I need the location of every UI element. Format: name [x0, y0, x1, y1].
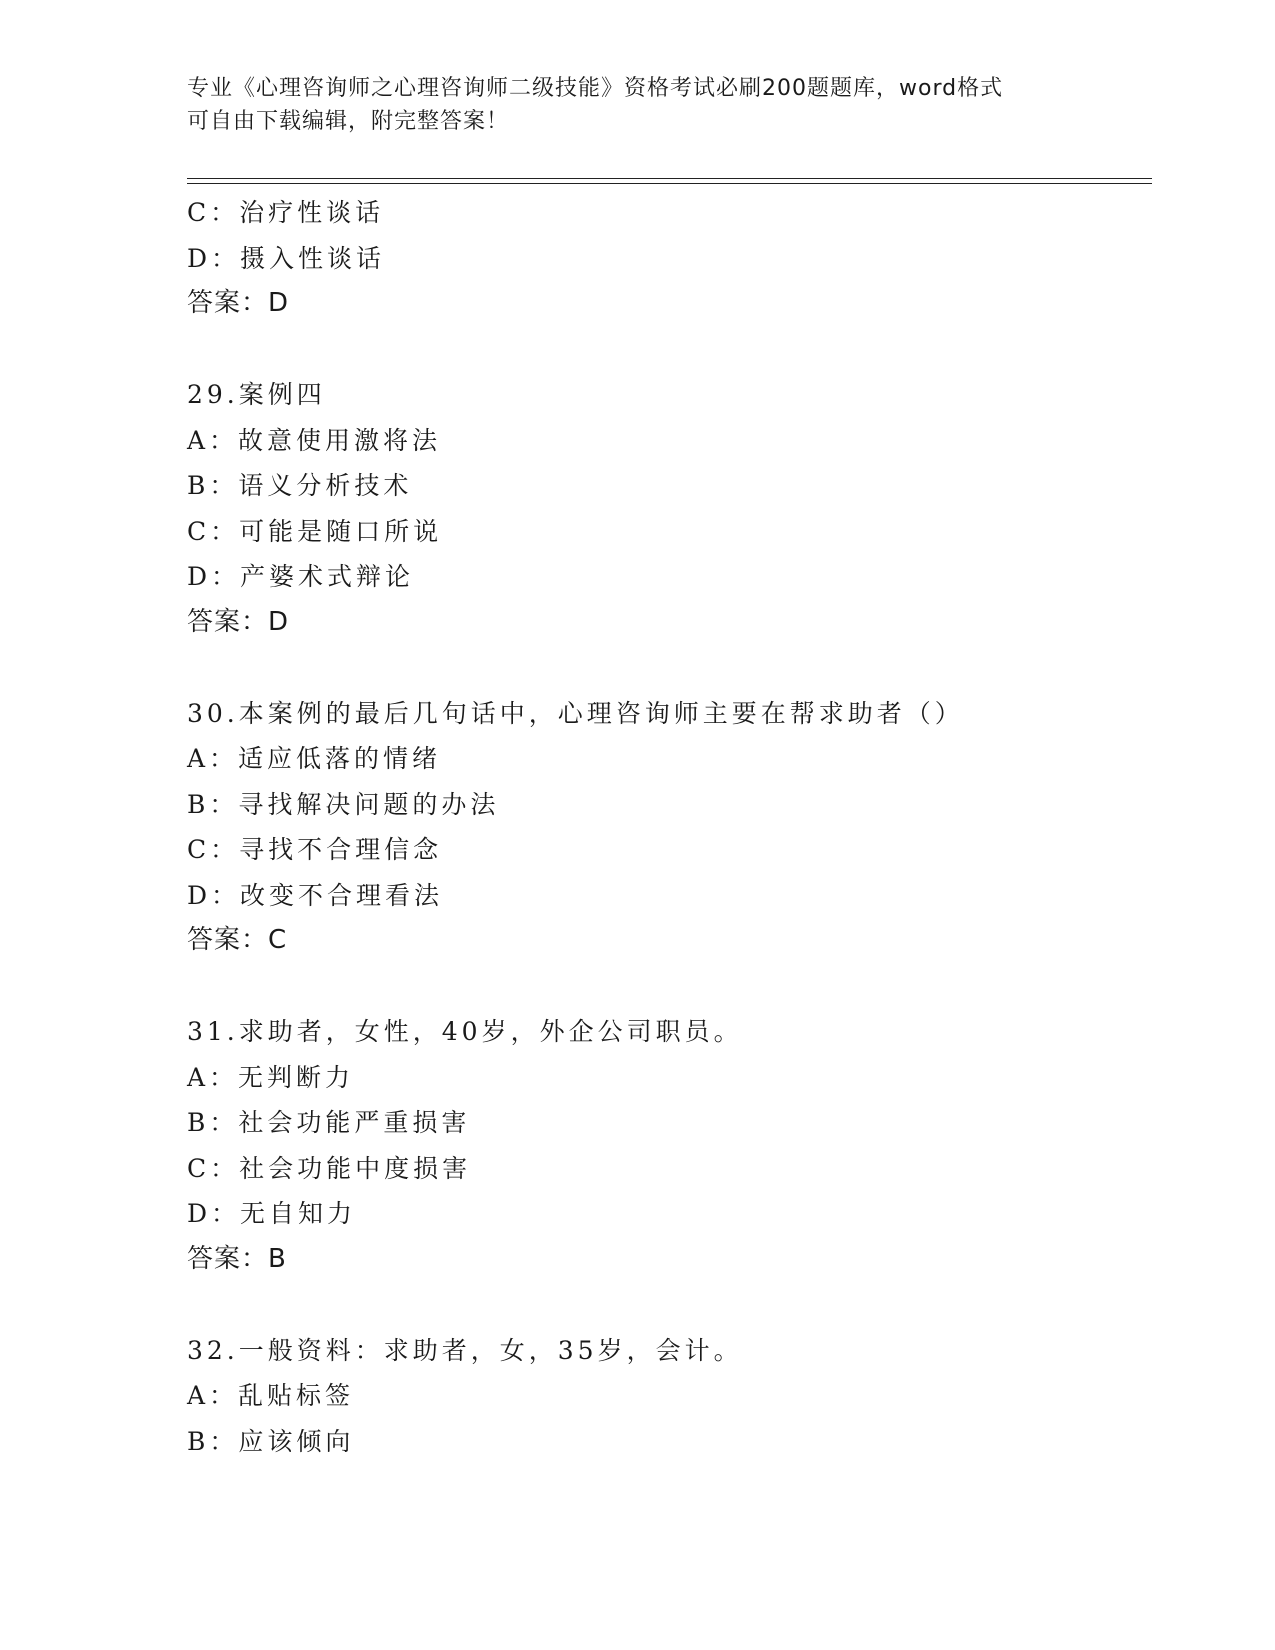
- answer-line: 答案：B: [187, 1243, 287, 1274]
- question-stem: 31.求助者，女性，40岁，外企公司职员。: [187, 1017, 743, 1046]
- option-d: D：改变不合理看法: [187, 880, 444, 910]
- option-a: A：无判断力: [187, 1062, 355, 1092]
- option-c: C：治疗性谈话: [187, 198, 385, 227]
- option-d: D：摄入性谈话: [187, 243, 386, 273]
- option-d: D：产婆术式辩论: [187, 562, 415, 591]
- spacer: [187, 964, 1152, 1010]
- option-b: B：语义分析技术: [187, 471, 413, 500]
- option-c: C：社会功能中度损害: [187, 1153, 472, 1183]
- option-c: C：寻找不合理信念: [187, 835, 443, 864]
- question-30: [187, 691, 1152, 964]
- header-rule-top: [187, 178, 1152, 179]
- option-a: A：适应低落的情绪: [187, 744, 442, 773]
- header-rule-bottom: [187, 183, 1152, 184]
- option-d: D：无自知力: [187, 1199, 357, 1228]
- header-line-1: 专业《心理咨询师之心理咨询师二级技能》资格考试必刷200题题库，word格式: [187, 76, 1004, 101]
- answer-line: 答案：D: [187, 606, 290, 637]
- option-b: B：社会功能严重损害: [187, 1108, 471, 1137]
- question-fragment: [187, 190, 1152, 327]
- option-b: B：寻找解决问题的办法: [187, 789, 500, 819]
- question-list: [187, 190, 1152, 1464]
- document-header: [187, 72, 1087, 138]
- question-29: [187, 372, 1152, 645]
- option-c: C：可能是随口所说: [187, 516, 443, 546]
- spacer: [187, 1282, 1152, 1328]
- question-stem: 32.一般资料：求助者，女，35岁，会计。: [187, 1335, 743, 1365]
- spacer: [187, 327, 1152, 373]
- answer-line: 答案：D: [187, 288, 290, 318]
- question-31: [187, 1009, 1152, 1282]
- header-line-2: 可自由下载编辑，附完整答案！: [187, 109, 510, 134]
- question-stem: 29.案例四: [187, 380, 326, 409]
- question-32: [187, 1328, 1152, 1465]
- option-a: A：乱贴标签: [187, 1381, 355, 1410]
- option-a: A：故意使用激将法: [187, 425, 442, 455]
- answer-line: 答案：C: [187, 925, 288, 955]
- option-b: B：应该倾向: [187, 1426, 355, 1456]
- spacer: [187, 645, 1152, 691]
- question-stem: 30.本案例的最后几句话中，心理咨询师主要在帮求助者（）: [187, 698, 964, 728]
